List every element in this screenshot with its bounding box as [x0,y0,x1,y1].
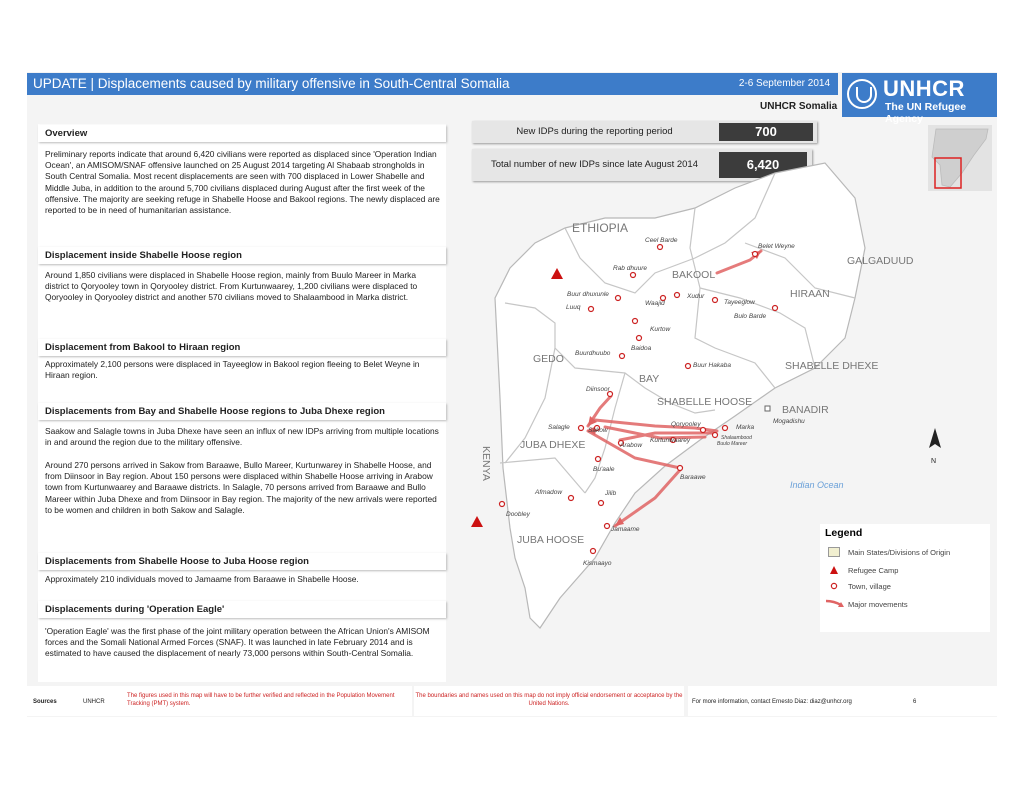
stat-period-value: 700 [719,123,813,141]
town-label: Kurtow [650,326,671,333]
sources-value: UNHCR [83,699,105,705]
region-label-juba-dhexe: JUBA DHEXE [520,439,586,451]
town-icon [723,426,728,431]
town-icon [637,336,642,341]
section-header-overview: Overview [38,125,446,142]
town-icon [589,307,594,312]
section-header-juba-dhexe: Displacements from Bay and Shabelle Hoose regions to Juba Dhexe region [38,403,446,420]
town-label: Marka [736,424,755,431]
sea-label: Indian Ocean [790,480,844,490]
stat-total-label: Total number of new IDPs since late August 2014 [490,159,698,170]
contact-info: For more information, contact Ernesto Diaz: diaz@unhcr.org [692,699,852,705]
north-arrow-icon [929,428,941,448]
region-label-kenya: KENYA [480,446,492,481]
town-label: Qoryooley [671,421,701,428]
logo-tagline: The UN Refugee Agency [885,101,967,125]
boundaries-disclaimer: The boundaries and names used on this map do not imply official endorsement or acceptance by the United Nations. [415,693,683,707]
office-name: UNHCR Somalia [760,101,838,112]
page-number: 6 [913,699,917,705]
region-label-gedo: GEDO [533,353,564,365]
town-label: Salagle [548,424,570,431]
town-icon [675,293,680,298]
page-title: UPDATE | Displacements caused by military offensive in South-Central Somalia [33,76,510,91]
town-label: Buur Hakaba [693,362,731,369]
town-label: Mogadishu [773,418,805,425]
town-label: Sakow [588,427,608,434]
region-label-ethiopia: ETHIOPIA [572,221,629,235]
town-label: Xudur [687,293,705,300]
map-legend: Legend Main States/Divisions of Origin Refugee Camp Town, village Major movements [820,524,990,632]
north-arrow [929,428,941,465]
town-label: Rab dhuure [613,265,647,272]
town-icon [701,428,706,433]
town-label: Arabow [620,442,643,449]
town-icon [596,457,601,462]
town-icon [829,581,839,591]
town-icon [678,466,683,471]
town-label: Buulo Mareer [717,441,748,447]
town-icon [616,296,621,301]
town-label: Doobley [506,511,530,518]
town-label: Ceel Barde [645,237,678,244]
town-label: Jilib [605,490,617,497]
section-header-bakool-hiraan: Displacement from Bakool to Hiraan region [38,339,446,356]
section-header-juba-hoose: Displacements from Shabelle Hoose to Juba Hoose region [38,553,446,570]
town-icon [686,364,691,369]
unhcr-logo [842,73,997,125]
town-label: Diinsoor [586,386,610,393]
sources-label: Sources [33,699,57,705]
footer-right [688,686,997,716]
town-icon [773,306,778,311]
town-label: Shalaambood [721,435,752,441]
town-label: Tayeeglow [724,299,755,306]
section-header-operation-eagle: Displacements during 'Operation Eagle' [38,601,446,618]
section-body-juba-dhexe: Saakow and Salagle towns in Juba Dhexe have seen an influx of new IDPs arriving from multiple locations in and around the region due to the military offensive. [45,426,439,448]
logo-name: UNHCR [883,76,965,101]
capital-icon [765,406,770,411]
region-label-galgaduud: GALGADUUD [847,255,914,267]
town-icon [713,298,718,303]
report-date: 2-6 September 2014 [738,78,830,89]
figures-disclaimer: The figures used in this map will have to be further verified and reflected in the Population Movement Tracking (PMT) system. [127,693,395,707]
town-icon [605,524,610,529]
stat-period-label: New IDPs during the reporting period [516,126,673,137]
town-label: Bu'aale [593,466,615,473]
region-label-banadir: BANADIR [782,404,829,416]
region-label-shabelle-hoose: SHABELLE HOOSE [657,396,753,408]
town-icon [713,433,718,438]
footer-left [27,686,412,716]
town-icon [599,501,604,506]
town-icon [620,354,625,359]
stat-total-value: 6,420 [719,152,807,178]
town-label: Afmadow [535,489,563,496]
refugee-camp-icon [829,565,839,575]
section-body-shabelle-hoose: Around 1,850 civilians were displaced in Shabelle Hoose region, mainly from Buulo Mareer in Marka district to Qoryooley town in Qoryooley district. From Kurtunwaarey, 1,200 civilians were displaced to Qoryooley in Qoryooley district and another 570 civilians moved to Shalaambood in Marka district. [45,270,418,303]
state-swatch-icon [828,547,840,557]
section-body-juba-hoose: Approximately 210 individuals moved to Jamaame from Baraawe in Shabelle Hoose. [45,574,359,584]
town-icon [633,319,638,324]
town-label: Jamaame [611,526,640,533]
town-label: Kurtunwaarey [650,437,691,444]
stat-period [472,121,817,143]
section-header-shabelle-hoose: Displacement inside Shabelle Hoose region [38,247,446,264]
town-label: Bulo Barde [734,313,767,320]
section-body-juba-dhexe-2: Around 270 persons arrived in Sakow from Baraawe, Bullo Mareer, Kurtunwarey in Shabelle Hoose, and from Diinsoor in Bay region. About 150 persons were displaced within Shabelle Hoose arriving in Arabow town from Kurtunwaarey and Baraawe districts. In Salagle, 70 persons arrived from Baraawe and Bullo Mareer within Juba Dhexe and from Diinsoor in Bay region. The majority of the new arrivals were reported to be women and children in both Sakow and Salagle. [45,460,437,515]
town-label: Buurdhuubo [575,350,611,357]
section-body-operation-eagle: 'Operation Eagle' was the first phase of the joint military operation between the African Union's AMISOM forces and the Somali National Armed Forces (SNAF). It was launched in late February 2014 and is estimated to have caused the displacement of nearly 73,000 persons within South-Central Somalia. [45,626,430,659]
refugee-camp-icon [471,516,483,527]
region-label-shabelle-dhexe: SHABELLE DHEXE [785,360,879,372]
town-label: Buur dhuxunle [567,291,609,298]
town-label: Kismaayo [583,560,612,567]
town-icon [591,549,596,554]
town-icon [569,496,574,501]
town-label: Baidoa [631,345,652,352]
town-icon [658,245,663,250]
region-label-bay: BAY [639,373,660,385]
town-label: Luuq [566,304,581,311]
region-label-bakool: BAKOOL [672,269,716,281]
movement-arrow-icon [824,597,846,609]
town-icon [631,273,636,278]
section-body-bakool-hiraan: Approximately 2,100 persons were displaced in Tayeeglow in Bakool region fleeing to Belet Weyne in Hiraan region. [45,359,420,381]
town-icon [500,502,505,507]
title-bar [27,73,838,95]
town-label: Belet Weyne [758,243,795,250]
town-icon [753,252,758,257]
region-label-juba-hoose: JUBA HOOSE [517,534,585,546]
section-body-overview: Preliminary reports indicate that around 6,420 civilians were reported as displaced since 'Operation Indian Ocean', an AMISOM/SNAF offensive launched on 25 August 2014 targeting Al Shabaab strongholds in South Central Somalia. Most recent displacements are seen with 700 displaced in Lower Shabelle and Middle Juba, in addition to the around 5,700 civilians displaced during August after the first week of the offensive. The majority are seeking refuge in Shabelle Hoose and Bakool regions. The newly displaced are reported to be in need of humanitarian assistance. [45,149,440,216]
region-label-hiraan: HIRAAN [790,288,830,300]
unhcr-emblem-icon [847,79,877,109]
town-icon [579,426,584,431]
town-label: Baraawe [680,474,706,481]
north-label: N [931,458,937,465]
legend-title: Legend [825,527,863,539]
footer-middle [414,686,684,716]
town-label: Waajid [645,300,665,307]
